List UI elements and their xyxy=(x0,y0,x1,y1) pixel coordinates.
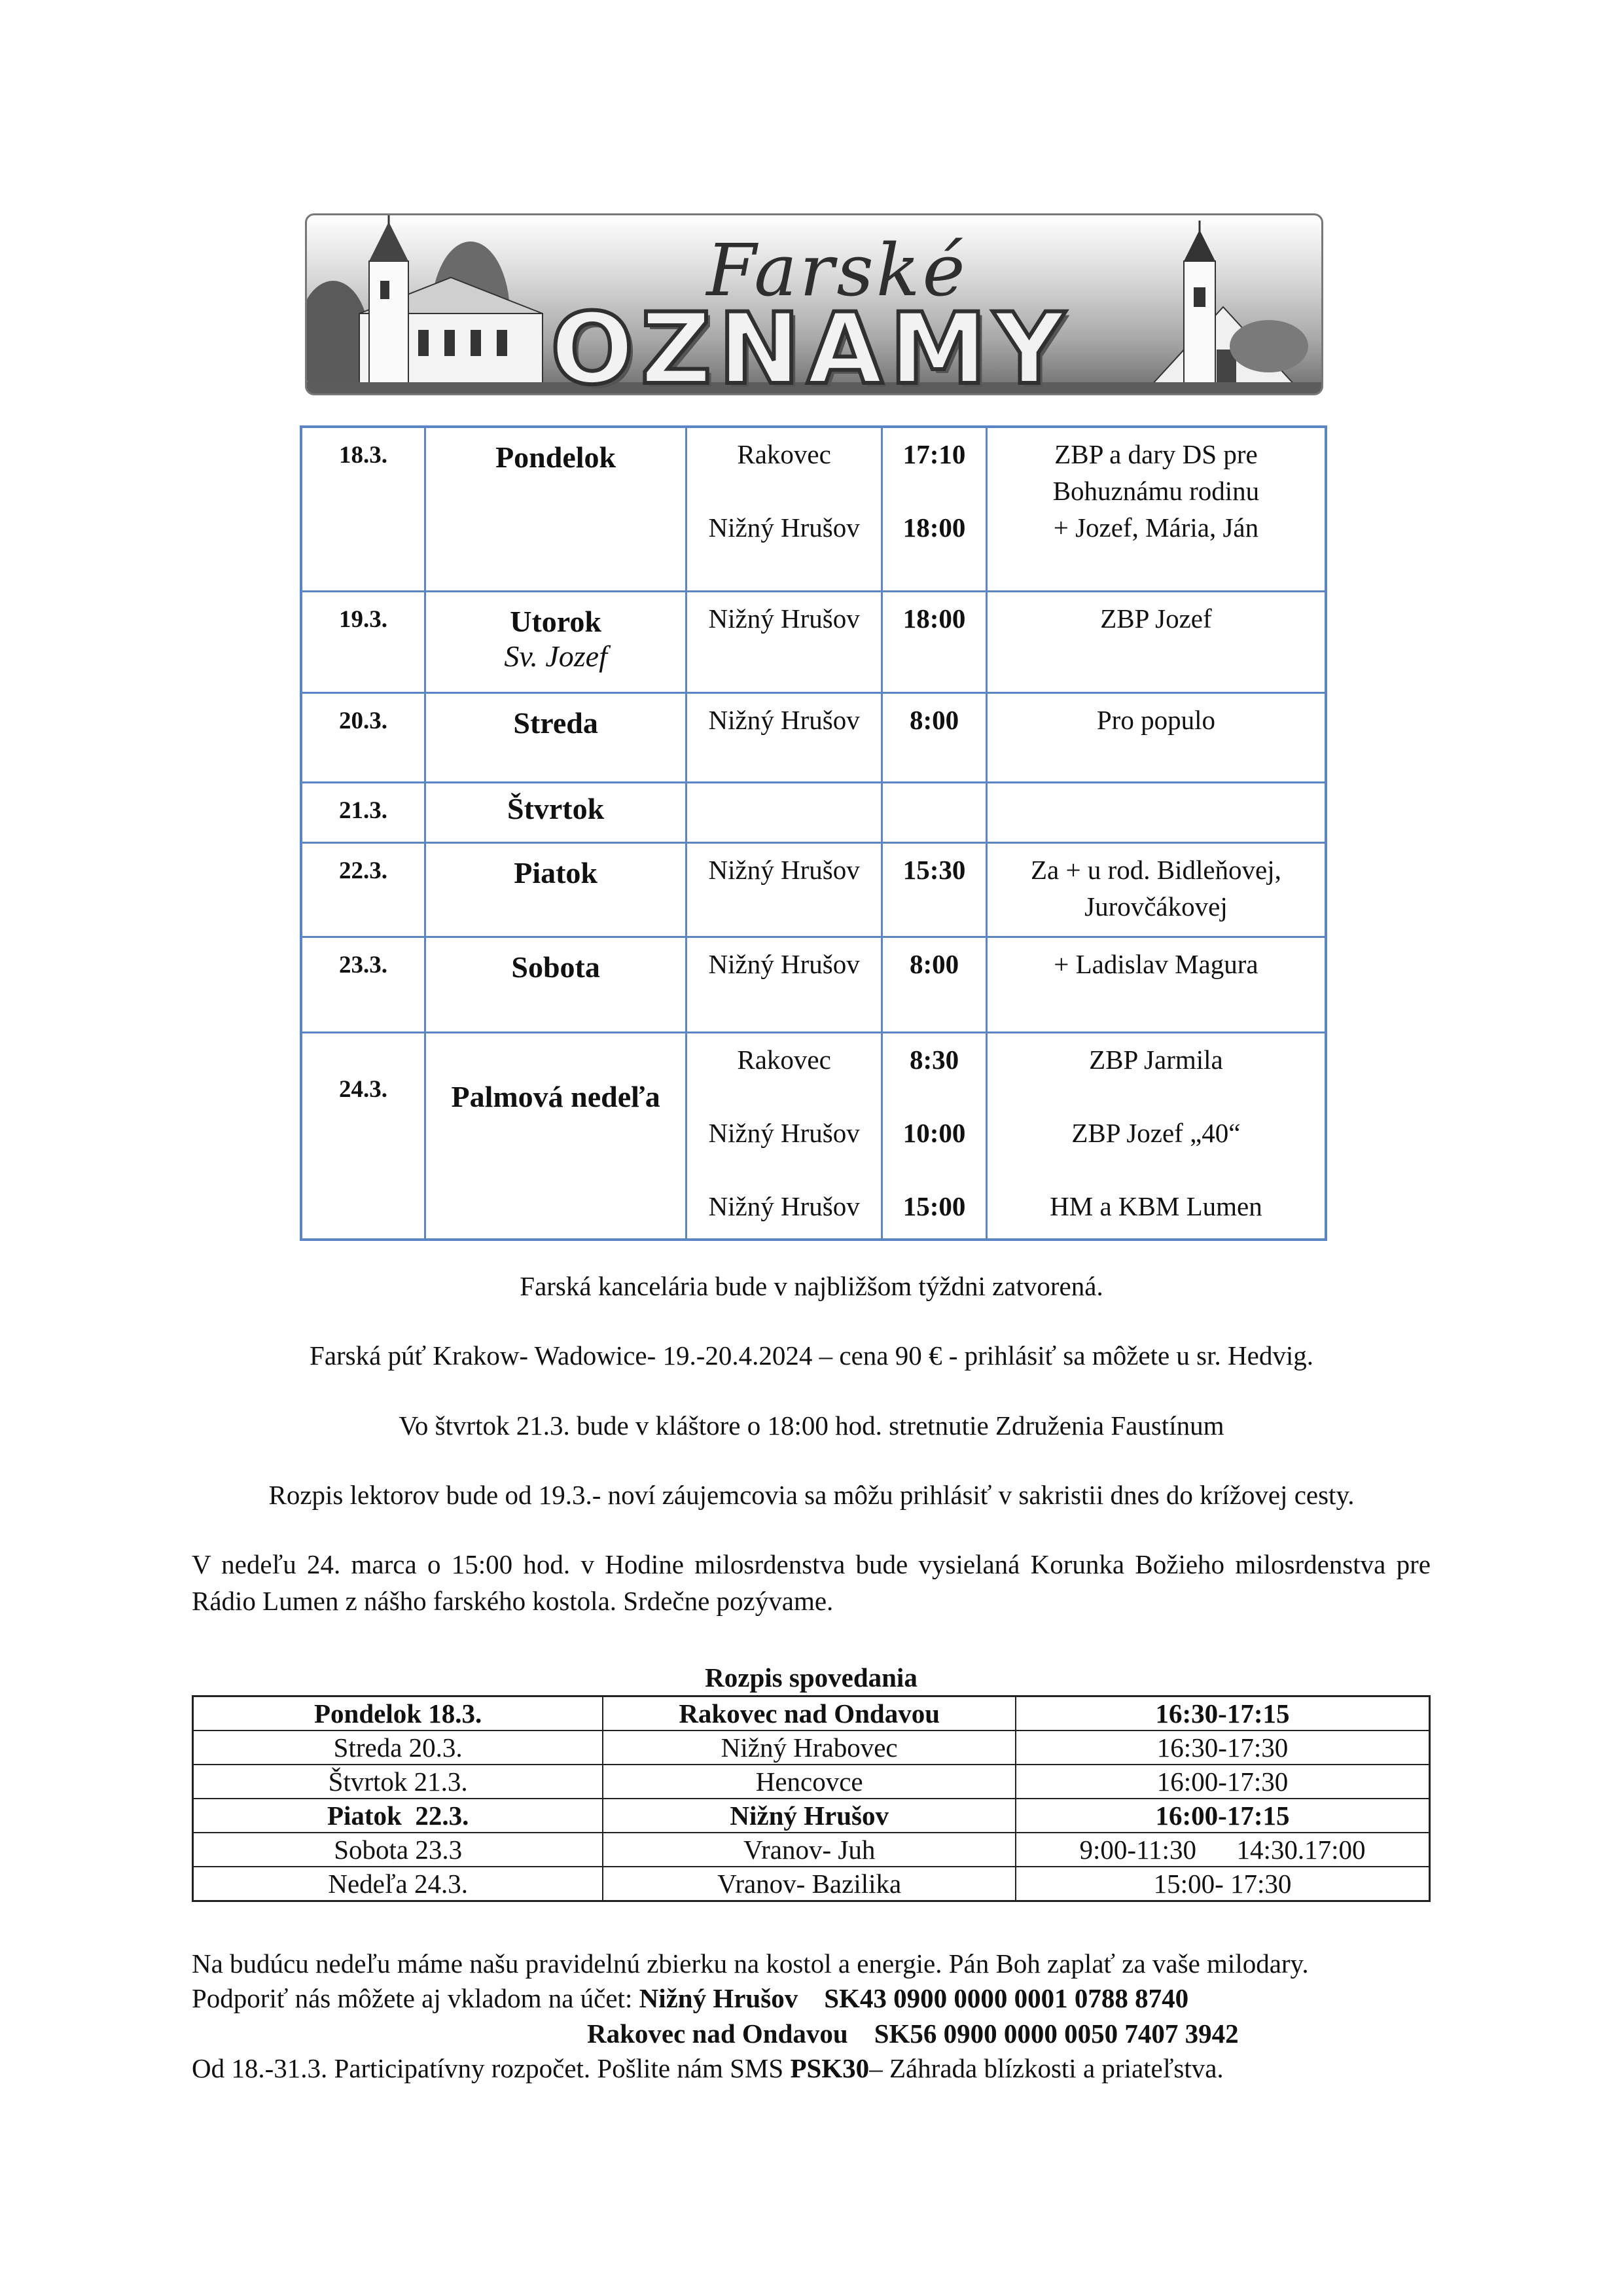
schedule-intention: ZBP Jarmila xyxy=(1089,1044,1223,1075)
announcement-pilgrimage: Farská púť Krakow- Wadowice- 19.-20.4.2024 – cena 90 € - prihlásiť sa môžete u sr. Hedvig. xyxy=(310,1340,1313,1371)
confession-day: Štvrtok 21.3. xyxy=(193,1765,603,1799)
schedule-time: 15:00 xyxy=(902,1191,966,1221)
schedule-place: Nižný Hrušov xyxy=(708,1191,860,1221)
confession-place: Vranov- Juh xyxy=(603,1833,1016,1867)
schedule-day: Streda xyxy=(513,706,598,740)
schedule-place: Nižný Hrušov xyxy=(708,854,860,885)
schedule-time: 8:30 xyxy=(909,1044,959,1075)
budget-prefix: Od 18.-31.3. Participatívny rozpočet. Pošlite nám SMS xyxy=(192,2053,791,2083)
account2-iban: SK56 0900 0000 0050 7407 3942 xyxy=(874,2018,1239,2049)
schedule-day: Sobota xyxy=(511,950,600,984)
announcement-office-closed: Farská kancelária bude v najbližšom týždni zatvorená. xyxy=(520,1271,1103,1301)
schedule-intention: HM a KBM Lumen xyxy=(1050,1191,1262,1221)
schedule-intention: Pro populo xyxy=(1096,705,1215,736)
confession-day: Pondelok 18.3. xyxy=(193,1696,603,1731)
schedule-row-wednesday xyxy=(301,693,1326,783)
schedule-place: Nižný Hrušov xyxy=(708,512,860,543)
schedule-time: 18:00 xyxy=(902,603,966,634)
schedule-row-tuesday xyxy=(301,591,1326,693)
schedule-time: 8:00 xyxy=(909,949,959,980)
schedule-day: Utorok xyxy=(510,604,601,638)
confession-place: Nižný Hrabovec xyxy=(603,1731,1016,1765)
schedule-day: Pondelok xyxy=(495,440,616,474)
schedule-date: 21.3. xyxy=(339,797,387,825)
schedule-intention: + Jozef, Mária, Ján xyxy=(1053,512,1259,543)
schedule-place: Nižný Hrušov xyxy=(708,603,860,634)
confession-row xyxy=(193,1765,1430,1799)
announcement-meeting: Vo štvrtok 21.3. bude v kláštore o 18:00 hod. stretnutie Združenia Faustínum xyxy=(399,1410,1224,1441)
mass-schedule-table xyxy=(300,425,1327,1241)
schedule-date: 24.3. xyxy=(339,1075,387,1103)
participatory-budget-note xyxy=(192,2050,1435,2087)
schedule-place: Nižný Hrušov xyxy=(708,949,860,980)
confession-place: Hencovce xyxy=(603,1765,1016,1799)
banner-main-title: OZNAMY xyxy=(550,293,1071,395)
confession-place: Rakovec nad Ondavou xyxy=(603,1696,1016,1731)
confession-day: Streda 20.3. xyxy=(193,1731,603,1765)
schedule-day-feast: Sv. Jozef xyxy=(504,639,607,673)
account1-name: Nižný Hrušov xyxy=(639,1983,798,2013)
confession-place: Nižný Hrušov xyxy=(603,1799,1016,1833)
left-church-icon xyxy=(359,215,543,386)
bank-account-line-2 xyxy=(587,2015,1623,2052)
schedule-time: 15:30 xyxy=(902,854,966,885)
schedule-time: 17:10 xyxy=(902,439,966,469)
confession-row xyxy=(193,1799,1430,1833)
schedule-date: 23.3. xyxy=(339,952,387,979)
schedule-intention: + Ladislav Magura xyxy=(1054,949,1258,980)
schedule-time: 10:00 xyxy=(902,1117,966,1148)
schedule-intention: ZBP a dary DS pre Bohuznámu rodinu xyxy=(1052,439,1260,506)
tree-right-icon xyxy=(1230,320,1308,372)
account2-name: Rakovec nad Ondavou xyxy=(587,2018,848,2049)
schedule-date: 22.3. xyxy=(339,857,387,884)
schedule-place: Rakovec xyxy=(737,439,831,469)
schedule-day: Palmová nedeľa xyxy=(451,1079,660,1113)
confession-title: Rozpis spovedania xyxy=(705,1662,918,1693)
schedule-day: Piatok xyxy=(514,855,597,889)
schedule-place: Rakovec xyxy=(737,1044,831,1075)
confession-time: 16:00-17:15 xyxy=(1016,1799,1429,1833)
confession-row xyxy=(193,1731,1430,1765)
confession-row xyxy=(193,1867,1430,1901)
schedule-row-monday xyxy=(301,427,1326,591)
confession-time: 16:30-17:15 xyxy=(1016,1696,1429,1731)
budget-suffix: – Záhrada blízkosti a priateľstva. xyxy=(869,2053,1224,2083)
confession-row xyxy=(193,1833,1430,1867)
schedule-place: Nižný Hrušov xyxy=(708,1117,860,1148)
confession-row xyxy=(193,1696,1430,1731)
farske-oznamy-banner xyxy=(305,213,1323,395)
schedule-intention: Za + u rod. Bidleňovej, Jurovčákovej xyxy=(1030,854,1281,922)
schedule-time: 18:00 xyxy=(902,512,966,543)
confession-time: 9:00-11:30 14:30.17:00 xyxy=(1016,1833,1429,1867)
banner-script-title: Farské xyxy=(706,228,968,312)
collection-note: Na budúcu nedeľu máme našu pravidelnú zbierku na kostol a energie. Pán Boh zaplať za vaše milodary. xyxy=(192,1948,1309,1979)
schedule-date: 20.3. xyxy=(339,708,387,735)
account1-iban: SK43 0900 0000 0001 0788 8740 xyxy=(824,1983,1189,2013)
confession-time: 16:30-17:30 xyxy=(1016,1731,1429,1765)
budget-sms-code: PSK30 xyxy=(790,2053,870,2083)
announcement-radio-lumen: V nedeľu 24. marca o 15:00 hod. v Hodine milosrdenstva bude vysielaná Korunka Božieho milosrdenstva pre Rádio Lumen z nášho farského kostola. Srdečne pozývame. xyxy=(192,1549,1431,1616)
confession-table xyxy=(192,1695,1431,1902)
schedule-day: Štvrtok xyxy=(507,792,605,826)
schedule-row-sunday xyxy=(301,1032,1326,1240)
confession-time: 15:00- 17:30 xyxy=(1016,1867,1429,1901)
schedule-time: 8:00 xyxy=(909,705,959,736)
confession-day: Sobota 23.3 xyxy=(193,1833,603,1867)
confession-day: Nedeľa 24.3. xyxy=(193,1867,603,1901)
schedule-place: Nižný Hrušov xyxy=(708,705,860,736)
schedule-row-saturday xyxy=(301,937,1326,1033)
support-prefix: Podporiť nás môžete aj vkladom na účet: xyxy=(192,1983,639,2013)
bank-account-line-1 xyxy=(192,1980,1435,2017)
schedule-intention: ZBP Jozef xyxy=(1100,603,1212,634)
announcement-lectors: Rozpis lektorov bude od 19.3.- noví záujemcovia sa môžu prihlásiť v sakristii dnes do krížovej cesty. xyxy=(268,1480,1355,1510)
schedule-date: 18.3. xyxy=(339,442,387,469)
schedule-date: 19.3. xyxy=(339,605,387,633)
confession-place: Vranov- Bazilika xyxy=(603,1867,1016,1901)
confession-time: 16:00-17:30 xyxy=(1016,1765,1429,1799)
schedule-row-thursday xyxy=(301,783,1326,842)
confession-day: Piatok 22.3. xyxy=(193,1799,603,1833)
schedule-intention: ZBP Jozef „40“ xyxy=(1071,1117,1241,1148)
schedule-row-friday xyxy=(301,842,1326,937)
